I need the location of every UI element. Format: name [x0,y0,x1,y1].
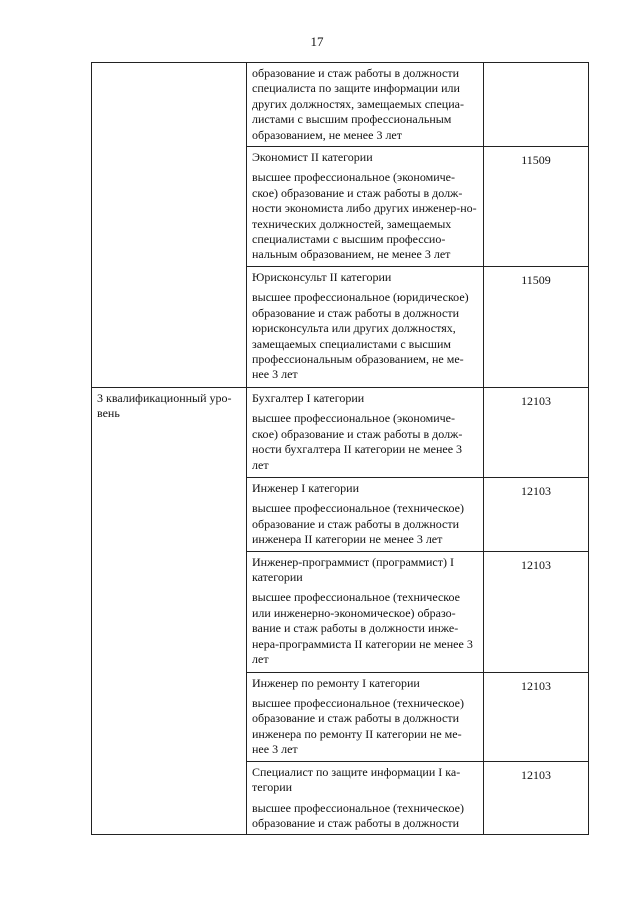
position-title: Юрисконсульт II категории [252,270,392,285]
position-cell [247,267,484,388]
position-code: 12103 [521,394,551,409]
code-cell [484,63,589,147]
position-code: 12103 [521,678,551,693]
table-row [92,388,589,478]
code-cell [484,267,589,388]
position-cell [247,63,484,147]
page-number: 17 [310,34,324,49]
position-code: 11509 [521,273,551,288]
position-cell [247,478,484,552]
position-title: Экономист II категории [252,150,373,165]
position-title: Инженер по ремонту I категории [252,675,420,690]
position-requirements: высшее профессиональное (техническое) образование и стаж работы в должности инженера по ремонту II категории не ме-нее 3 лет [252,696,464,757]
position-title: Бухгалтер I категории [252,391,365,406]
code-cell [484,672,589,761]
code-cell [484,551,589,672]
qualification-table [91,62,589,835]
position-code: 12103 [521,767,551,782]
position-requirements: высшее профессиональное (юридическое) образование и стаж работы в должности юрисконсульта или других должностях, замещаемых специалистами с высшим профессиональным образованием, не ме-нее 3 лет [252,290,469,382]
qualification-level-cell: 3 квалификационный уро-вень [92,388,247,835]
position-code: 12103 [521,557,551,572]
position-title: Инженер I категории [252,481,359,496]
position-title: Инженер-программист (программист) I категории [252,554,454,585]
table-row [92,63,589,147]
position-requirements: высшее профессиональное (техническое) образование и стаж работы в должности инженера II категории не менее 3 лет [252,501,464,547]
position-title: Специалист по защите информации I ка-тегории [252,764,461,795]
position-cell [247,672,484,761]
position-cell [247,147,484,267]
position-code [489,66,583,69]
position-requirements: образование и стаж работы в должности специалиста по защите информации или других должностях, замещаемых специа-листами с высшим профессиональным образованием, не менее 3 лет [252,66,464,142]
code-cell [484,478,589,552]
position-requirements: высшее профессиональное (техническое или инженерно-экономическое) образо-вание и стаж работы в должности инже-нера-программиста II категории не менее 3 лет [252,590,473,667]
code-cell [484,147,589,267]
position-cell [247,388,484,478]
position-code: 12103 [521,484,551,499]
qualification-level-cell [92,63,247,388]
code-cell [484,761,589,835]
position-cell [247,551,484,672]
position-requirements: высшее профессиональное (экономиче-ское) образование и стаж работы в долж-ности экономиста либо других инженер-но-технических должностей, замещаемых специалистами с высшим профессио-нальным образованием, не менее 3 лет [252,170,477,262]
position-code: 11509 [521,153,551,168]
code-cell [484,388,589,478]
position-requirements: высшее профессиональное (экономиче-ское) образование и стаж работы в долж-ности бухгалтера II категории не менее 3 лет [252,411,463,472]
position-cell [247,761,484,835]
position-requirements: высшее профессиональное (техническое) образование и стаж работы в должности [252,800,464,830]
